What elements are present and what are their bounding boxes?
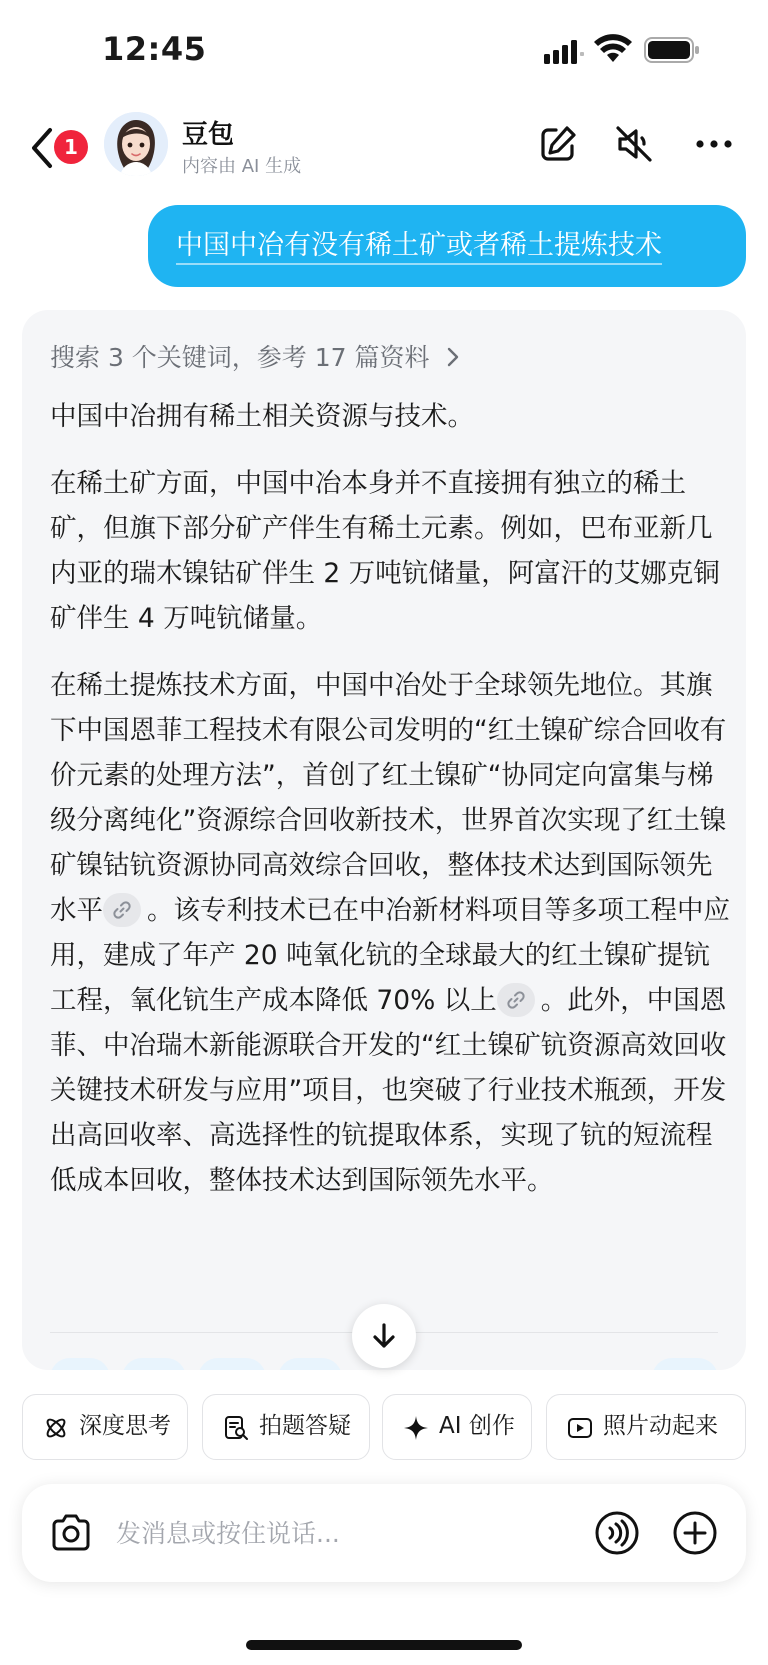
quick-action-label: 深度思考: [79, 1413, 171, 1439]
quick-action-bar: [22, 1394, 768, 1460]
quick-action-label: 拍题答疑: [259, 1413, 351, 1439]
wifi-icon: [594, 34, 632, 64]
edit-icon[interactable]: [536, 122, 580, 166]
answer-action-chip[interactable]: [122, 1358, 186, 1370]
bot-answer-card: [22, 310, 746, 1370]
answer-action-chip[interactable]: [278, 1358, 342, 1370]
atom-icon: [43, 1415, 69, 1441]
add-attachment-icon[interactable]: [672, 1510, 718, 1556]
scan-question-icon: [223, 1415, 249, 1441]
search-summary-link[interactable]: [50, 338, 459, 374]
chat-header: [0, 100, 768, 200]
answer-text-segment: 在稀土提炼技术方面，中国中冶处于全球领先地位。其旗下中国恩菲工程技术有限公司发明的“红土镍矿综合回收有价元素的处理方法”，首创了红土镍矿“协同定向富集与梯级分离纯化”资源综合回收新技术，世界首次实现了红土镍矿镍钴钪资源协同高效综合回收，整体技术达到国际领先水平: [50, 670, 727, 926]
message-composer: [22, 1484, 746, 1582]
answer-paragraph: 在稀土矿方面，中国中冶本身并不直接拥有独立的稀土矿，但旗下部分矿产伴生有稀土元素。例如，巴布亚新几内亚的瑞木镍钴矿伴生 2 万吨钪储量，阿富汗的艾娜克铜矿伴生 4 万吨钪储量。: [50, 468, 720, 634]
quick-action-label: AI 创作: [439, 1413, 515, 1439]
status-bar: [0, 0, 768, 100]
ai-generated-notice: 内容由 AI 生成: [182, 156, 302, 177]
answer-paragraph: [50, 663, 730, 1203]
answer-action-chip[interactable]: [652, 1358, 718, 1370]
user-message-bubble[interactable]: [148, 205, 746, 287]
cellular-signal-icon: [544, 40, 584, 64]
answer-action-chip[interactable]: [50, 1358, 110, 1370]
user-message-text: 中国中冶有没有稀土矿或者稀土提炼技术: [176, 230, 662, 265]
search-summary-text: 搜索 3 个关键词，参考 17 篇资料: [50, 343, 430, 372]
unread-badge: 1: [54, 130, 88, 164]
answer-text: [50, 394, 730, 1225]
scroll-to-bottom-button[interactable]: [352, 1304, 416, 1368]
ai-creation-button[interactable]: [382, 1394, 532, 1460]
play-icon: [567, 1415, 593, 1441]
quick-action-label: 照片动起来: [603, 1413, 718, 1439]
doubao-avatar-icon: [104, 112, 168, 176]
animate-photo-button[interactable]: [546, 1394, 746, 1460]
speaker-muted-icon[interactable]: [612, 122, 656, 166]
answer-action-chip[interactable]: [198, 1358, 266, 1370]
bot-name: 豆包: [182, 120, 235, 150]
citation-link-icon[interactable]: [497, 983, 535, 1017]
status-time: 12:45: [102, 30, 207, 68]
sparkle-icon: [403, 1415, 429, 1441]
home-indicator: [246, 1640, 522, 1650]
photo-question-button[interactable]: [202, 1394, 370, 1460]
voice-call-icon[interactable]: [594, 1510, 640, 1556]
avatar[interactable]: [104, 112, 168, 176]
chevron-right-icon: [447, 347, 459, 367]
answer-text-segment: 。该专利技术已在中冶新材料项目等多项工程中应用，建成了年产 20 吨氧化钪的全球最大的红土镍矿提钪工程，氧化钪生产成本降低 70% 以上: [50, 895, 730, 1016]
camera-icon[interactable]: [48, 1510, 94, 1556]
chevron-left-icon: [28, 126, 56, 170]
message-input[interactable]: [116, 1506, 576, 1560]
deep-thinking-button[interactable]: [22, 1394, 188, 1460]
back-button[interactable]: [28, 118, 98, 178]
answer-text-segment: 。此外，中国恩菲、中冶瑞木新能源联合开发的“红土镍矿钪资源高效回收关键技术研发与应用”项目，也突破了行业技术瓶颈，开发出高回收率、高选择性的钪提取体系，实现了钪的短流程低成本回收，整体技术达到国际领先水平。: [50, 985, 727, 1196]
more-options-icon[interactable]: [692, 122, 736, 166]
citation-link-icon[interactable]: [103, 893, 141, 927]
answer-paragraph: 中国中冶拥有稀土相关资源与技术。: [50, 401, 474, 432]
battery-icon: [644, 36, 700, 64]
arrow-down-icon: [370, 1322, 398, 1350]
